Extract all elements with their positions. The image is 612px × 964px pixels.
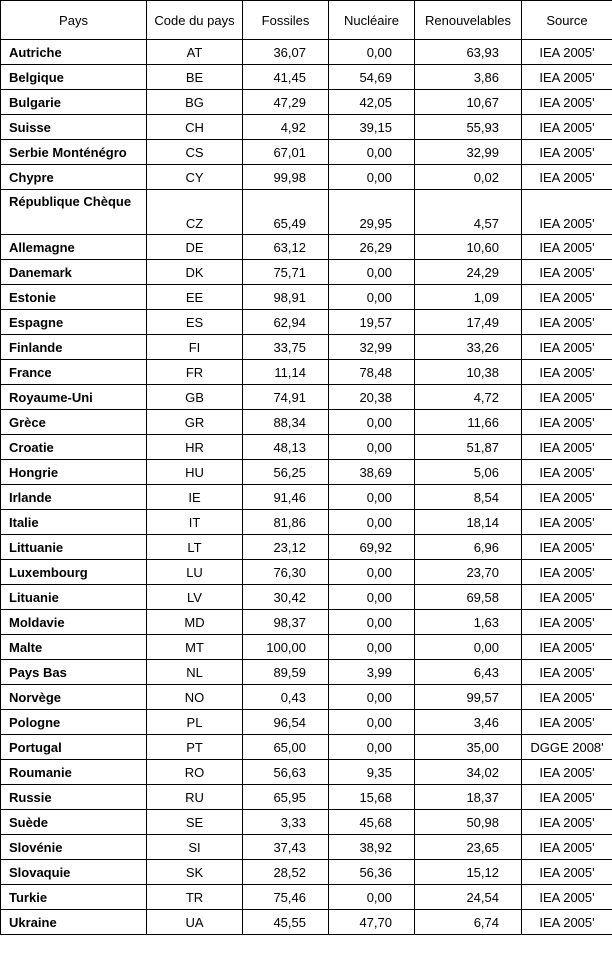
header-fossiles: Fossiles — [243, 1, 329, 40]
cell-fossiles: 0,43 — [243, 685, 329, 710]
table-row — [1, 65, 612, 90]
cell-pays: Lituanie — [1, 585, 147, 610]
cell-pays: Estonie — [1, 285, 147, 310]
cell-fossiles: 88,34 — [243, 410, 329, 435]
cell-renouvelables: 6,96 — [415, 535, 522, 560]
cell-code: CY — [147, 165, 243, 190]
cell-renouvelables: 35,00 — [415, 735, 522, 760]
cell-renouvelables: 6,43 — [415, 660, 522, 685]
cell-pays: Grèce — [1, 410, 147, 435]
cell-pays: Danemark — [1, 260, 147, 285]
cell-nucleaire: 0,00 — [329, 140, 415, 165]
table-row — [1, 140, 612, 165]
table-row — [1, 585, 612, 610]
cell-source: IEA 2005' — [522, 235, 612, 260]
header-renouvelables: Renouvelables — [415, 1, 522, 40]
cell-pays: Norvège — [1, 685, 147, 710]
cell-code: NO — [147, 685, 243, 710]
cell-nucleaire: 0,00 — [329, 710, 415, 735]
cell-nucleaire: 78,48 — [329, 360, 415, 385]
cell-fossiles: 56,25 — [243, 460, 329, 485]
cell-fossiles: 98,91 — [243, 285, 329, 310]
cell-nucleaire: 42,05 — [329, 90, 415, 115]
cell-nucleaire: 29,95 — [329, 190, 415, 235]
cell-pays: Suisse — [1, 115, 147, 140]
cell-code: UA — [147, 910, 243, 935]
cell-code: PL — [147, 710, 243, 735]
cell-nucleaire: 19,57 — [329, 310, 415, 335]
cell-fossiles: 76,30 — [243, 560, 329, 585]
cell-source: IEA 2005' — [522, 785, 612, 810]
cell-source: IEA 2005' — [522, 610, 612, 635]
cell-renouvelables: 1,09 — [415, 285, 522, 310]
cell-code: FI — [147, 335, 243, 360]
cell-renouvelables: 11,66 — [415, 410, 522, 435]
header-pays: Pays — [1, 1, 147, 40]
cell-code: RO — [147, 760, 243, 785]
cell-source: IEA 2005' — [522, 660, 612, 685]
cell-source: IEA 2005' — [522, 885, 612, 910]
table-row — [1, 885, 612, 910]
cell-fossiles: 41,45 — [243, 65, 329, 90]
cell-renouvelables: 23,65 — [415, 835, 522, 860]
cell-nucleaire: 0,00 — [329, 165, 415, 190]
cell-code: CH — [147, 115, 243, 140]
cell-renouvelables: 10,60 — [415, 235, 522, 260]
cell-code: SE — [147, 810, 243, 835]
cell-nucleaire: 47,70 — [329, 910, 415, 935]
cell-renouvelables: 10,38 — [415, 360, 522, 385]
cell-pays: Chypre — [1, 165, 147, 190]
cell-nucleaire: 0,00 — [329, 260, 415, 285]
table-row — [1, 910, 612, 935]
cell-source: IEA 2005' — [522, 285, 612, 310]
cell-nucleaire: 0,00 — [329, 685, 415, 710]
cell-code: MD — [147, 610, 243, 635]
cell-nucleaire: 39,15 — [329, 115, 415, 140]
cell-source: IEA 2005' — [522, 585, 612, 610]
cell-fossiles: 11,14 — [243, 360, 329, 385]
table-row — [1, 635, 612, 660]
cell-fossiles: 28,52 — [243, 860, 329, 885]
cell-renouvelables: 99,57 — [415, 685, 522, 710]
cell-pays: France — [1, 360, 147, 385]
table-row — [1, 435, 612, 460]
cell-source: IEA 2005' — [522, 115, 612, 140]
cell-nucleaire: 0,00 — [329, 410, 415, 435]
cell-nucleaire: 15,68 — [329, 785, 415, 810]
cell-source: IEA 2005' — [522, 40, 612, 65]
cell-renouvelables: 3,86 — [415, 65, 522, 90]
cell-renouvelables: 17,49 — [415, 310, 522, 335]
cell-code: HU — [147, 460, 243, 485]
cell-pays: Moldavie — [1, 610, 147, 635]
cell-source: IEA 2005' — [522, 385, 612, 410]
cell-source: IEA 2005' — [522, 65, 612, 90]
table-row — [1, 610, 612, 635]
cell-nucleaire: 0,00 — [329, 885, 415, 910]
cell-pays: Royaume-Uni — [1, 385, 147, 410]
cell-source: IEA 2005' — [522, 360, 612, 385]
cell-code: SK — [147, 860, 243, 885]
cell-renouvelables: 69,58 — [415, 585, 522, 610]
cell-code: GR — [147, 410, 243, 435]
cell-fossiles: 36,07 — [243, 40, 329, 65]
cell-source: IEA 2005' — [522, 260, 612, 285]
table-row — [1, 115, 612, 140]
cell-code: RU — [147, 785, 243, 810]
cell-fossiles: 100,00 — [243, 635, 329, 660]
cell-pays: Finlande — [1, 335, 147, 360]
cell-fossiles: 99,98 — [243, 165, 329, 190]
cell-fossiles: 75,46 — [243, 885, 329, 910]
cell-nucleaire: 0,00 — [329, 635, 415, 660]
cell-code: LV — [147, 585, 243, 610]
header-source: Source — [522, 1, 612, 40]
cell-renouvelables: 23,70 — [415, 560, 522, 585]
cell-renouvelables: 50,98 — [415, 810, 522, 835]
header-nucleaire: Nucléaire — [329, 1, 415, 40]
cell-pays: Ukraine — [1, 910, 147, 935]
table-row — [1, 485, 612, 510]
cell-fossiles: 65,49 — [243, 190, 329, 235]
cell-code: CS — [147, 140, 243, 165]
table-row — [1, 260, 612, 285]
cell-pays: Roumanie — [1, 760, 147, 785]
table-row — [1, 685, 612, 710]
cell-pays: Turkie — [1, 885, 147, 910]
cell-fossiles: 48,13 — [243, 435, 329, 460]
cell-source: IEA 2005' — [522, 860, 612, 885]
cell-source: IEA 2005' — [522, 760, 612, 785]
cell-pays: Serbie Monténégro — [1, 140, 147, 165]
cell-nucleaire: 38,92 — [329, 835, 415, 860]
cell-code: MT — [147, 635, 243, 660]
cell-source: IEA 2005' — [522, 910, 612, 935]
cell-renouvelables: 8,54 — [415, 485, 522, 510]
table-row — [1, 710, 612, 735]
cell-source: IEA 2005' — [522, 560, 612, 585]
table-row — [1, 385, 612, 410]
cell-code: GB — [147, 385, 243, 410]
cell-code: ES — [147, 310, 243, 335]
table-row — [1, 810, 612, 835]
cell-nucleaire: 0,00 — [329, 40, 415, 65]
cell-fossiles: 4,92 — [243, 115, 329, 140]
cell-fossiles: 75,71 — [243, 260, 329, 285]
table-row — [1, 785, 612, 810]
cell-nucleaire: 26,29 — [329, 235, 415, 260]
cell-source: IEA 2005' — [522, 710, 612, 735]
cell-renouvelables: 18,14 — [415, 510, 522, 535]
cell-fossiles: 56,63 — [243, 760, 329, 785]
cell-pays: Bulgarie — [1, 90, 147, 115]
cell-renouvelables: 32,99 — [415, 140, 522, 165]
cell-pays: Italie — [1, 510, 147, 535]
cell-source: IEA 2005' — [522, 410, 612, 435]
cell-source: IEA 2005' — [522, 635, 612, 660]
cell-renouvelables: 15,12 — [415, 860, 522, 885]
cell-fossiles: 67,01 — [243, 140, 329, 165]
cell-code: IT — [147, 510, 243, 535]
table-row — [1, 835, 612, 860]
cell-fossiles: 63,12 — [243, 235, 329, 260]
table-row — [1, 285, 612, 310]
cell-renouvelables: 24,29 — [415, 260, 522, 285]
cell-renouvelables: 0,02 — [415, 165, 522, 190]
cell-source: IEA 2005' — [522, 90, 612, 115]
cell-renouvelables: 55,93 — [415, 115, 522, 140]
cell-source: IEA 2005' — [522, 140, 612, 165]
cell-renouvelables: 24,54 — [415, 885, 522, 910]
cell-fossiles: 65,00 — [243, 735, 329, 760]
cell-fossiles: 23,12 — [243, 535, 329, 560]
cell-renouvelables: 10,67 — [415, 90, 522, 115]
cell-pays: Pays Bas — [1, 660, 147, 685]
cell-source: IEA 2005' — [522, 460, 612, 485]
cell-renouvelables: 63,93 — [415, 40, 522, 65]
cell-code: DE — [147, 235, 243, 260]
cell-code: BG — [147, 90, 243, 115]
cell-code: TR — [147, 885, 243, 910]
cell-fossiles: 45,55 — [243, 910, 329, 935]
cell-code: IE — [147, 485, 243, 510]
cell-fossiles: 65,95 — [243, 785, 329, 810]
cell-fossiles: 37,43 — [243, 835, 329, 860]
table-row — [1, 660, 612, 685]
cell-nucleaire: 32,99 — [329, 335, 415, 360]
cell-source: IEA 2005' — [522, 335, 612, 360]
cell-source: IEA 2005' — [522, 510, 612, 535]
cell-nucleaire: 45,68 — [329, 810, 415, 835]
cell-fossiles: 98,37 — [243, 610, 329, 635]
cell-fossiles: 96,54 — [243, 710, 329, 735]
cell-code: BE — [147, 65, 243, 90]
cell-code: EE — [147, 285, 243, 310]
cell-code: AT — [147, 40, 243, 65]
cell-fossiles: 33,75 — [243, 335, 329, 360]
cell-pays: Croatie — [1, 435, 147, 460]
table-row — [1, 510, 612, 535]
cell-fossiles: 74,91 — [243, 385, 329, 410]
cell-fossiles: 47,29 — [243, 90, 329, 115]
cell-nucleaire: 0,00 — [329, 510, 415, 535]
cell-renouvelables: 51,87 — [415, 435, 522, 460]
cell-renouvelables: 4,57 — [415, 190, 522, 235]
cell-fossiles: 62,94 — [243, 310, 329, 335]
cell-pays: Russie — [1, 785, 147, 810]
cell-renouvelables: 6,74 — [415, 910, 522, 935]
cell-pays: Littuanie — [1, 535, 147, 560]
cell-pays: Autriche — [1, 40, 147, 65]
cell-renouvelables: 33,26 — [415, 335, 522, 360]
cell-nucleaire: 20,38 — [329, 385, 415, 410]
cell-fossiles: 30,42 — [243, 585, 329, 610]
cell-pays: Pologne — [1, 710, 147, 735]
cell-nucleaire: 0,00 — [329, 435, 415, 460]
cell-code: CZ — [147, 190, 243, 235]
cell-fossiles: 89,59 — [243, 660, 329, 685]
table-row — [1, 735, 612, 760]
cell-pays: Belgique — [1, 65, 147, 90]
cell-nucleaire: 38,69 — [329, 460, 415, 485]
table-row — [1, 235, 612, 260]
cell-source: IEA 2005' — [522, 485, 612, 510]
cell-code: LU — [147, 560, 243, 585]
cell-pays: Allemagne — [1, 235, 147, 260]
cell-nucleaire: 0,00 — [329, 560, 415, 585]
cell-nucleaire: 0,00 — [329, 285, 415, 310]
table-row — [1, 310, 612, 335]
header-code: Code du pays — [147, 1, 243, 40]
table-row — [1, 360, 612, 385]
cell-nucleaire: 0,00 — [329, 610, 415, 635]
cell-source: IEA 2005' — [522, 165, 612, 190]
cell-source: IEA 2005' — [522, 835, 612, 860]
cell-pays: Slovénie — [1, 835, 147, 860]
cell-source: IEA 2005' — [522, 190, 612, 235]
cell-fossiles: 81,86 — [243, 510, 329, 535]
table-row — [1, 40, 612, 65]
cell-pays: Luxembourg — [1, 560, 147, 585]
cell-renouvelables: 5,06 — [415, 460, 522, 485]
header-row — [1, 1, 612, 40]
table-row — [1, 760, 612, 785]
cell-pays: Slovaquie — [1, 860, 147, 885]
table-row — [1, 460, 612, 485]
cell-pays: Irlande — [1, 485, 147, 510]
cell-renouvelables: 0,00 — [415, 635, 522, 660]
cell-fossiles: 3,33 — [243, 810, 329, 835]
cell-renouvelables: 1,63 — [415, 610, 522, 635]
cell-pays: République Chèque — [1, 190, 147, 235]
cell-renouvelables: 18,37 — [415, 785, 522, 810]
cell-pays: Espagne — [1, 310, 147, 335]
cell-nucleaire: 0,00 — [329, 485, 415, 510]
cell-nucleaire: 56,36 — [329, 860, 415, 885]
cell-code: SI — [147, 835, 243, 860]
table-body — [1, 40, 612, 935]
cell-pays: Suède — [1, 810, 147, 835]
table-row — [1, 535, 612, 560]
cell-renouvelables: 34,02 — [415, 760, 522, 785]
cell-source: IEA 2005' — [522, 535, 612, 560]
cell-fossiles: 91,46 — [243, 485, 329, 510]
cell-code: LT — [147, 535, 243, 560]
cell-pays: Malte — [1, 635, 147, 660]
table-row — [1, 410, 612, 435]
cell-source: IEA 2005' — [522, 810, 612, 835]
cell-code: HR — [147, 435, 243, 460]
table-row — [1, 860, 612, 885]
cell-nucleaire: 0,00 — [329, 735, 415, 760]
cell-renouvelables: 4,72 — [415, 385, 522, 410]
cell-source: IEA 2005' — [522, 310, 612, 335]
cell-pays: Hongrie — [1, 460, 147, 485]
table-row — [1, 165, 612, 190]
cell-code: PT — [147, 735, 243, 760]
cell-source: IEA 2005' — [522, 435, 612, 460]
cell-nucleaire: 54,69 — [329, 65, 415, 90]
cell-nucleaire: 69,92 — [329, 535, 415, 560]
table-row — [1, 335, 612, 360]
cell-renouvelables: 3,46 — [415, 710, 522, 735]
table-row — [1, 560, 612, 585]
cell-source: DGGE 2008' — [522, 735, 612, 760]
cell-code: FR — [147, 360, 243, 385]
table-row — [1, 190, 612, 235]
cell-nucleaire: 0,00 — [329, 585, 415, 610]
table-row — [1, 90, 612, 115]
cell-pays: Portugal — [1, 735, 147, 760]
cell-code: DK — [147, 260, 243, 285]
cell-code: NL — [147, 660, 243, 685]
cell-source: IEA 2005' — [522, 685, 612, 710]
cell-nucleaire: 3,99 — [329, 660, 415, 685]
cell-nucleaire: 9,35 — [329, 760, 415, 785]
